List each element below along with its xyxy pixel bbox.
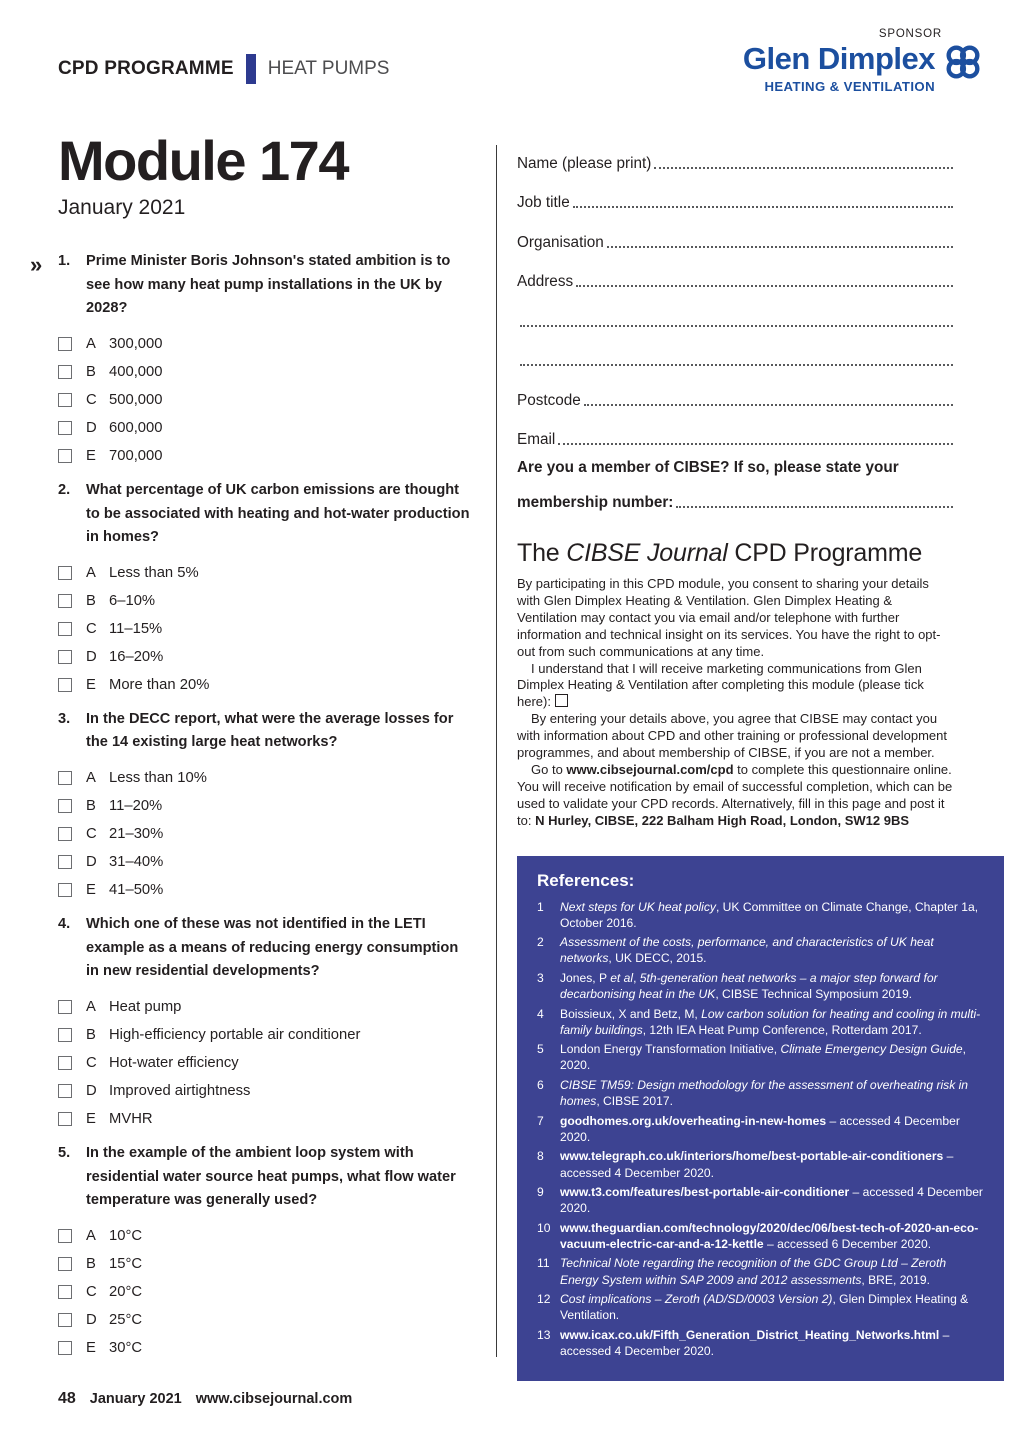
reference-text: www.telegraph.co.uk/interiors/home/best-portable-air-conditioners – accessed 4 December 2020. xyxy=(560,1149,954,1180)
cpd-paragraph: I understand that I will receive marketing communications from Glen Dimplex Heating & Ventilation after completing this module (please tick here): xyxy=(517,660,924,710)
reference-number: 4 xyxy=(537,1006,544,1021)
answer-checkbox[interactable] xyxy=(58,883,72,897)
option-letter: A xyxy=(86,1227,96,1244)
form-field xyxy=(517,212,953,252)
page-number: 48 xyxy=(58,1390,76,1407)
option-label: 11–15% xyxy=(109,620,163,637)
reference-number: 3 xyxy=(537,970,544,985)
answer-checkbox[interactable] xyxy=(58,678,72,692)
form-field-write-line[interactable] xyxy=(607,245,953,248)
option-letter: C xyxy=(86,1283,97,1300)
option-letter: B xyxy=(86,798,96,815)
answer-option xyxy=(58,1049,470,1077)
answer-option xyxy=(58,358,470,386)
option-label: Less than 10% xyxy=(109,770,207,787)
reference-item xyxy=(537,1148,984,1180)
column-divider xyxy=(496,145,497,1357)
options-list xyxy=(58,559,470,699)
form-field-write-line[interactable] xyxy=(584,403,953,406)
sponsor-logo-text: Glen Dimplex xyxy=(742,41,935,76)
answer-checkbox[interactable] xyxy=(58,1000,72,1014)
options-list xyxy=(58,993,470,1133)
answer-option xyxy=(58,559,470,587)
questions-list xyxy=(30,250,470,1362)
reference-item xyxy=(537,1077,984,1109)
answer-checkbox[interactable] xyxy=(58,799,72,813)
answer-checkbox[interactable] xyxy=(58,337,72,351)
option-label: MVHR xyxy=(109,1111,153,1128)
answer-checkbox[interactable] xyxy=(58,650,72,664)
answer-checkbox[interactable] xyxy=(58,771,72,785)
footer-issue-date: January 2021 xyxy=(89,1391,182,1407)
chevrons-icon: » xyxy=(30,252,43,277)
reference-item xyxy=(537,899,984,931)
form-field-write-line[interactable] xyxy=(520,363,953,366)
reference-item xyxy=(537,1220,984,1252)
form-field-write-line[interactable] xyxy=(654,166,953,169)
answer-option xyxy=(58,442,470,470)
option-label: High-efficiency portable air conditioner xyxy=(109,1027,361,1044)
question-block xyxy=(30,250,470,470)
reference-item xyxy=(537,1255,984,1287)
answer-checkbox[interactable] xyxy=(58,449,72,463)
question-head xyxy=(58,479,470,550)
options-list xyxy=(58,330,470,470)
form-field-label: Email xyxy=(517,431,556,448)
cpd-paragraph: By entering your details above, you agree that CIBSE may contact you with information about CPD and other training or professional development programmes, and about membership of CIBSE, if you are not a member. xyxy=(517,711,947,761)
answer-option xyxy=(58,1306,470,1334)
reference-item xyxy=(537,1006,984,1038)
option-label: 10°C xyxy=(109,1227,143,1244)
form-field-write-line[interactable] xyxy=(520,324,953,327)
question-head xyxy=(58,913,470,984)
answer-option xyxy=(58,1105,470,1133)
questionnaire-column xyxy=(30,129,470,1371)
option-label: Hot-water efficiency xyxy=(109,1055,239,1072)
answer-checkbox[interactable] xyxy=(58,594,72,608)
form-field-label: Organisation xyxy=(517,233,604,251)
option-label: 300,000 xyxy=(109,335,163,352)
answer-checkbox[interactable] xyxy=(58,365,72,379)
option-label: 20°C xyxy=(109,1283,143,1300)
option-label: 21–30% xyxy=(109,826,164,843)
question-text: In the example of the ambient loop system with residential water source heat pumps, what flow water temperature was generally used? xyxy=(86,1145,456,1209)
option-label: 500,000 xyxy=(109,391,163,408)
reference-number: 6 xyxy=(537,1078,544,1093)
form-field-label: Postcode xyxy=(517,391,581,409)
reference-text: London Energy Transformation Initiative, Climate Emergency Design Guide, 2020. xyxy=(560,1042,967,1073)
question-text: Prime Minister Boris Johnson's stated ambition is to see how many heat pump installations in the UK by 2028? xyxy=(86,253,451,317)
reference-text: Jones, P et al, 5th-generation heat networks – a major step forward for decarbonising heat in the UK, CIBSE Technical Symposium 2019. xyxy=(560,970,938,1002)
sponsor-block xyxy=(743,28,986,94)
answer-checkbox[interactable] xyxy=(58,1257,72,1271)
glen-dimplex-knot-icon xyxy=(940,39,986,85)
answer-checkbox[interactable] xyxy=(58,1285,72,1299)
form-field-label: Name (please print) xyxy=(517,154,652,172)
form-field xyxy=(517,133,953,173)
cpd-paragraph: Go to www.cibsejournal.com/cpd to complete this questionnaire online. You will receive notification by email of successful completion, which can be used to validate your CPD records. Alternatively, fill in this page and post it to: N Hurley, CIBSE, 222 Balham High Road, London, SW12 9BS xyxy=(517,761,953,828)
reference-text: Next steps for UK heat policy, UK Committee on Climate Change, Chapter 1a, October 2016. xyxy=(560,899,979,930)
section-kicker: CPD PROGRAMME xyxy=(58,58,234,79)
option-label: 11–20% xyxy=(109,798,163,815)
reference-text: Cost implications – Zeroth (AD/SD/0003 Version 2), Glen Dimplex Heating & Ventilation. xyxy=(560,1292,969,1323)
reference-item xyxy=(537,1113,984,1145)
form-column xyxy=(517,133,1004,1381)
question-block xyxy=(58,479,470,699)
question-number: 1. xyxy=(58,253,71,269)
answer-option xyxy=(58,848,470,876)
answer-checkbox[interactable] xyxy=(58,1028,72,1042)
question-block xyxy=(58,708,470,904)
question-block xyxy=(58,913,470,1133)
question-block xyxy=(58,1142,470,1362)
reference-number: 10 xyxy=(537,1220,551,1235)
option-letter: E xyxy=(86,447,96,464)
reference-number: 12 xyxy=(537,1292,551,1307)
reference-number: 2 xyxy=(537,935,544,950)
form-field xyxy=(517,370,953,410)
reference-text: goodhomes.org.uk/overheating-in-new-homes – accessed 4 December 2020. xyxy=(560,1113,960,1144)
form-field-write-line[interactable] xyxy=(576,284,953,287)
answer-checkbox[interactable] xyxy=(58,1229,72,1243)
answer-option xyxy=(58,876,470,904)
answer-option xyxy=(58,1021,470,1049)
reference-number: 1 xyxy=(537,899,544,914)
option-letter: C xyxy=(86,620,97,637)
option-label: 16–20% xyxy=(109,648,164,665)
cpd-paragraph: By participating in this CPD module, you consent to sharing your details with Glen Dimplex Heating & Ventilation. Glen Dimplex Heating & Ventilation may contact you via email and/or telephone with further information and technical insight on its services. You have the right to opt-out from such communications at any time. xyxy=(517,576,941,659)
issue-date: January 2021 xyxy=(58,196,186,219)
references-box xyxy=(517,856,1004,1381)
answer-option xyxy=(58,671,470,699)
option-letter: A xyxy=(86,999,96,1016)
option-letter: E xyxy=(86,1339,96,1356)
question-number: 3. xyxy=(58,710,71,727)
answer-checkbox[interactable] xyxy=(58,1341,72,1355)
reference-text: CIBSE TM59: Design methodology for the assessment of overheating risk in homes, CIBSE 2017. xyxy=(560,1078,969,1109)
footer-website: www.cibsejournal.com xyxy=(195,1391,353,1407)
option-label: More than 20% xyxy=(109,676,210,693)
answer-checkbox[interactable] xyxy=(58,855,72,869)
question-head xyxy=(58,1142,470,1213)
answer-option xyxy=(58,1077,470,1105)
answer-checkbox[interactable] xyxy=(58,393,72,407)
answer-checkbox[interactable] xyxy=(58,1056,72,1070)
reference-number: 7 xyxy=(537,1113,544,1128)
reference-item xyxy=(537,1291,984,1323)
options-list xyxy=(58,1222,470,1362)
membership-number-write-line[interactable] xyxy=(676,505,953,508)
form-field-write-line[interactable] xyxy=(558,442,953,445)
reference-item xyxy=(537,1327,984,1359)
sponsor-label: SPONSOR xyxy=(878,28,942,40)
contact-form xyxy=(517,133,953,449)
reference-item xyxy=(537,970,984,1002)
question-number: 4. xyxy=(58,916,71,933)
answer-option xyxy=(58,993,470,1021)
option-label: 30°C xyxy=(109,1339,143,1356)
references-heading: References: xyxy=(537,870,635,890)
answer-checkbox[interactable] xyxy=(58,1084,72,1098)
option-letter: D xyxy=(86,648,97,665)
answer-option xyxy=(58,330,470,358)
form-field xyxy=(517,410,953,450)
option-label: Less than 5% xyxy=(109,564,199,581)
answer-checkbox[interactable] xyxy=(58,827,72,841)
reference-number: 5 xyxy=(537,1042,544,1057)
page-footer xyxy=(58,1390,352,1408)
option-letter: E xyxy=(86,1111,96,1128)
reference-number: 13 xyxy=(537,1327,551,1342)
answer-checkbox[interactable] xyxy=(58,622,72,636)
answer-option xyxy=(58,386,470,414)
page-body xyxy=(30,129,1004,1373)
question-number: 2. xyxy=(58,481,71,498)
section-kicker-row xyxy=(58,54,389,84)
form-field-label: Job title xyxy=(517,194,570,211)
option-letter: C xyxy=(86,1055,97,1072)
reference-number: 8 xyxy=(537,1149,544,1164)
answer-option xyxy=(58,1250,470,1278)
answer-checkbox[interactable] xyxy=(58,566,72,580)
question-text: In the DECC report, what were the average losses for the 14 existing large heat networks? xyxy=(86,710,454,751)
answer-option xyxy=(58,1334,470,1362)
option-letter: C xyxy=(86,391,97,408)
option-letter: D xyxy=(86,1083,97,1100)
reference-text: www.t3.com/features/best-portable-air-conditioner – accessed 4 December 2020. xyxy=(560,1185,983,1216)
question-head xyxy=(30,250,470,321)
reference-number: 11 xyxy=(537,1256,550,1271)
answer-option xyxy=(58,587,470,615)
consent-tickbox[interactable] xyxy=(555,694,568,707)
reference-item xyxy=(537,1184,984,1216)
question-head xyxy=(58,708,470,755)
form-field xyxy=(517,252,953,292)
membership-question xyxy=(517,459,953,512)
module-title: Module 174 xyxy=(58,129,348,192)
option-label: Improved airtightness xyxy=(109,1083,251,1100)
option-letter: B xyxy=(86,1255,96,1272)
reference-text: Technical Note regarding the recognition of the GDC Group Ltd – Zeroth Energy System within SAP 2009 and 2012 assessments, BRE, 2019. xyxy=(560,1256,947,1287)
option-letter: B xyxy=(86,592,96,609)
option-letter: B xyxy=(86,1027,96,1044)
option-label: 700,000 xyxy=(109,447,163,464)
option-label: Heat pump xyxy=(109,999,182,1016)
option-label: 31–40% xyxy=(109,854,164,871)
reference-item xyxy=(537,1041,984,1073)
answer-option xyxy=(58,764,470,792)
page-header xyxy=(58,28,986,124)
reference-text: www.icax.co.uk/Fifth_Generation_District_Heating_Networks.html – accessed 4 December 2020. xyxy=(560,1327,950,1358)
answer-checkbox[interactable] xyxy=(58,1112,72,1126)
form-field-write-line[interactable] xyxy=(573,205,953,208)
reference-number: 9 xyxy=(537,1185,544,1200)
option-label: 25°C xyxy=(109,1311,143,1328)
reference-text: Assessment of the costs, performance, and characteristics of UK heat networks, UK DECC, 2015. xyxy=(560,935,934,966)
option-letter: C xyxy=(86,826,97,843)
options-list xyxy=(58,764,470,904)
option-letter: A xyxy=(86,770,96,787)
option-letter: D xyxy=(86,1311,97,1328)
cpd-programme-heading: The CIBSE Journal CPD Programme xyxy=(517,539,923,567)
reference-text: Boissieux, X and Betz, M, Low carbon solution for heating and cooling in multi-family buildings, 12th IEA Heat Pump Conference, Rotterdam 2017. xyxy=(560,1006,981,1037)
option-letter: E xyxy=(86,882,96,899)
answer-option xyxy=(58,792,470,820)
answer-checkbox[interactable] xyxy=(58,421,72,435)
answer-option xyxy=(58,615,470,643)
cpd-paragraphs xyxy=(517,576,953,830)
reference-item xyxy=(537,934,984,966)
sponsor-logo-subtext: HEATING & VENTILATION xyxy=(764,79,935,94)
answer-option xyxy=(58,414,470,442)
option-letter: B xyxy=(86,363,96,380)
option-letter: E xyxy=(86,676,96,693)
form-field xyxy=(517,291,953,331)
kicker-divider-bar xyxy=(246,54,256,84)
reference-text: www.theguardian.com/technology/2020/dec/06/best-tech-of-2020-an-eco-vacuum-electric-car-and-a-12-kettle – accessed 6 December 2020. xyxy=(560,1220,979,1251)
option-label: 41–50% xyxy=(109,882,164,899)
question-number: 5. xyxy=(58,1145,71,1162)
option-letter: D xyxy=(86,854,97,871)
answer-option xyxy=(58,820,470,848)
option-label: 6–10% xyxy=(109,592,156,609)
form-field xyxy=(517,173,953,213)
answer-option xyxy=(58,1278,470,1306)
membership-number-label: membership number: xyxy=(517,494,674,511)
membership-question-text: Are you a member of CIBSE? If so, please state your xyxy=(517,459,899,476)
option-letter: D xyxy=(86,419,97,436)
option-label: 15°C xyxy=(109,1255,143,1272)
option-letter: A xyxy=(86,335,96,352)
question-text: Which one of these was not identified in the LETI example as a means of reducing energy consumption in new residential developments? xyxy=(86,916,459,980)
form-field xyxy=(517,331,953,371)
form-field-label: Address xyxy=(517,273,574,290)
references-list xyxy=(537,899,984,1359)
answer-checkbox[interactable] xyxy=(58,1313,72,1327)
question-text: What percentage of UK carbon emissions are thought to be associated with heating and hot-water production in homes? xyxy=(86,481,470,546)
option-label: 400,000 xyxy=(109,363,163,380)
section-topic: HEAT PUMPS xyxy=(267,58,390,79)
answer-option xyxy=(58,643,470,671)
answer-option xyxy=(58,1222,470,1250)
option-label: 600,000 xyxy=(109,419,163,436)
option-letter: A xyxy=(86,564,96,581)
